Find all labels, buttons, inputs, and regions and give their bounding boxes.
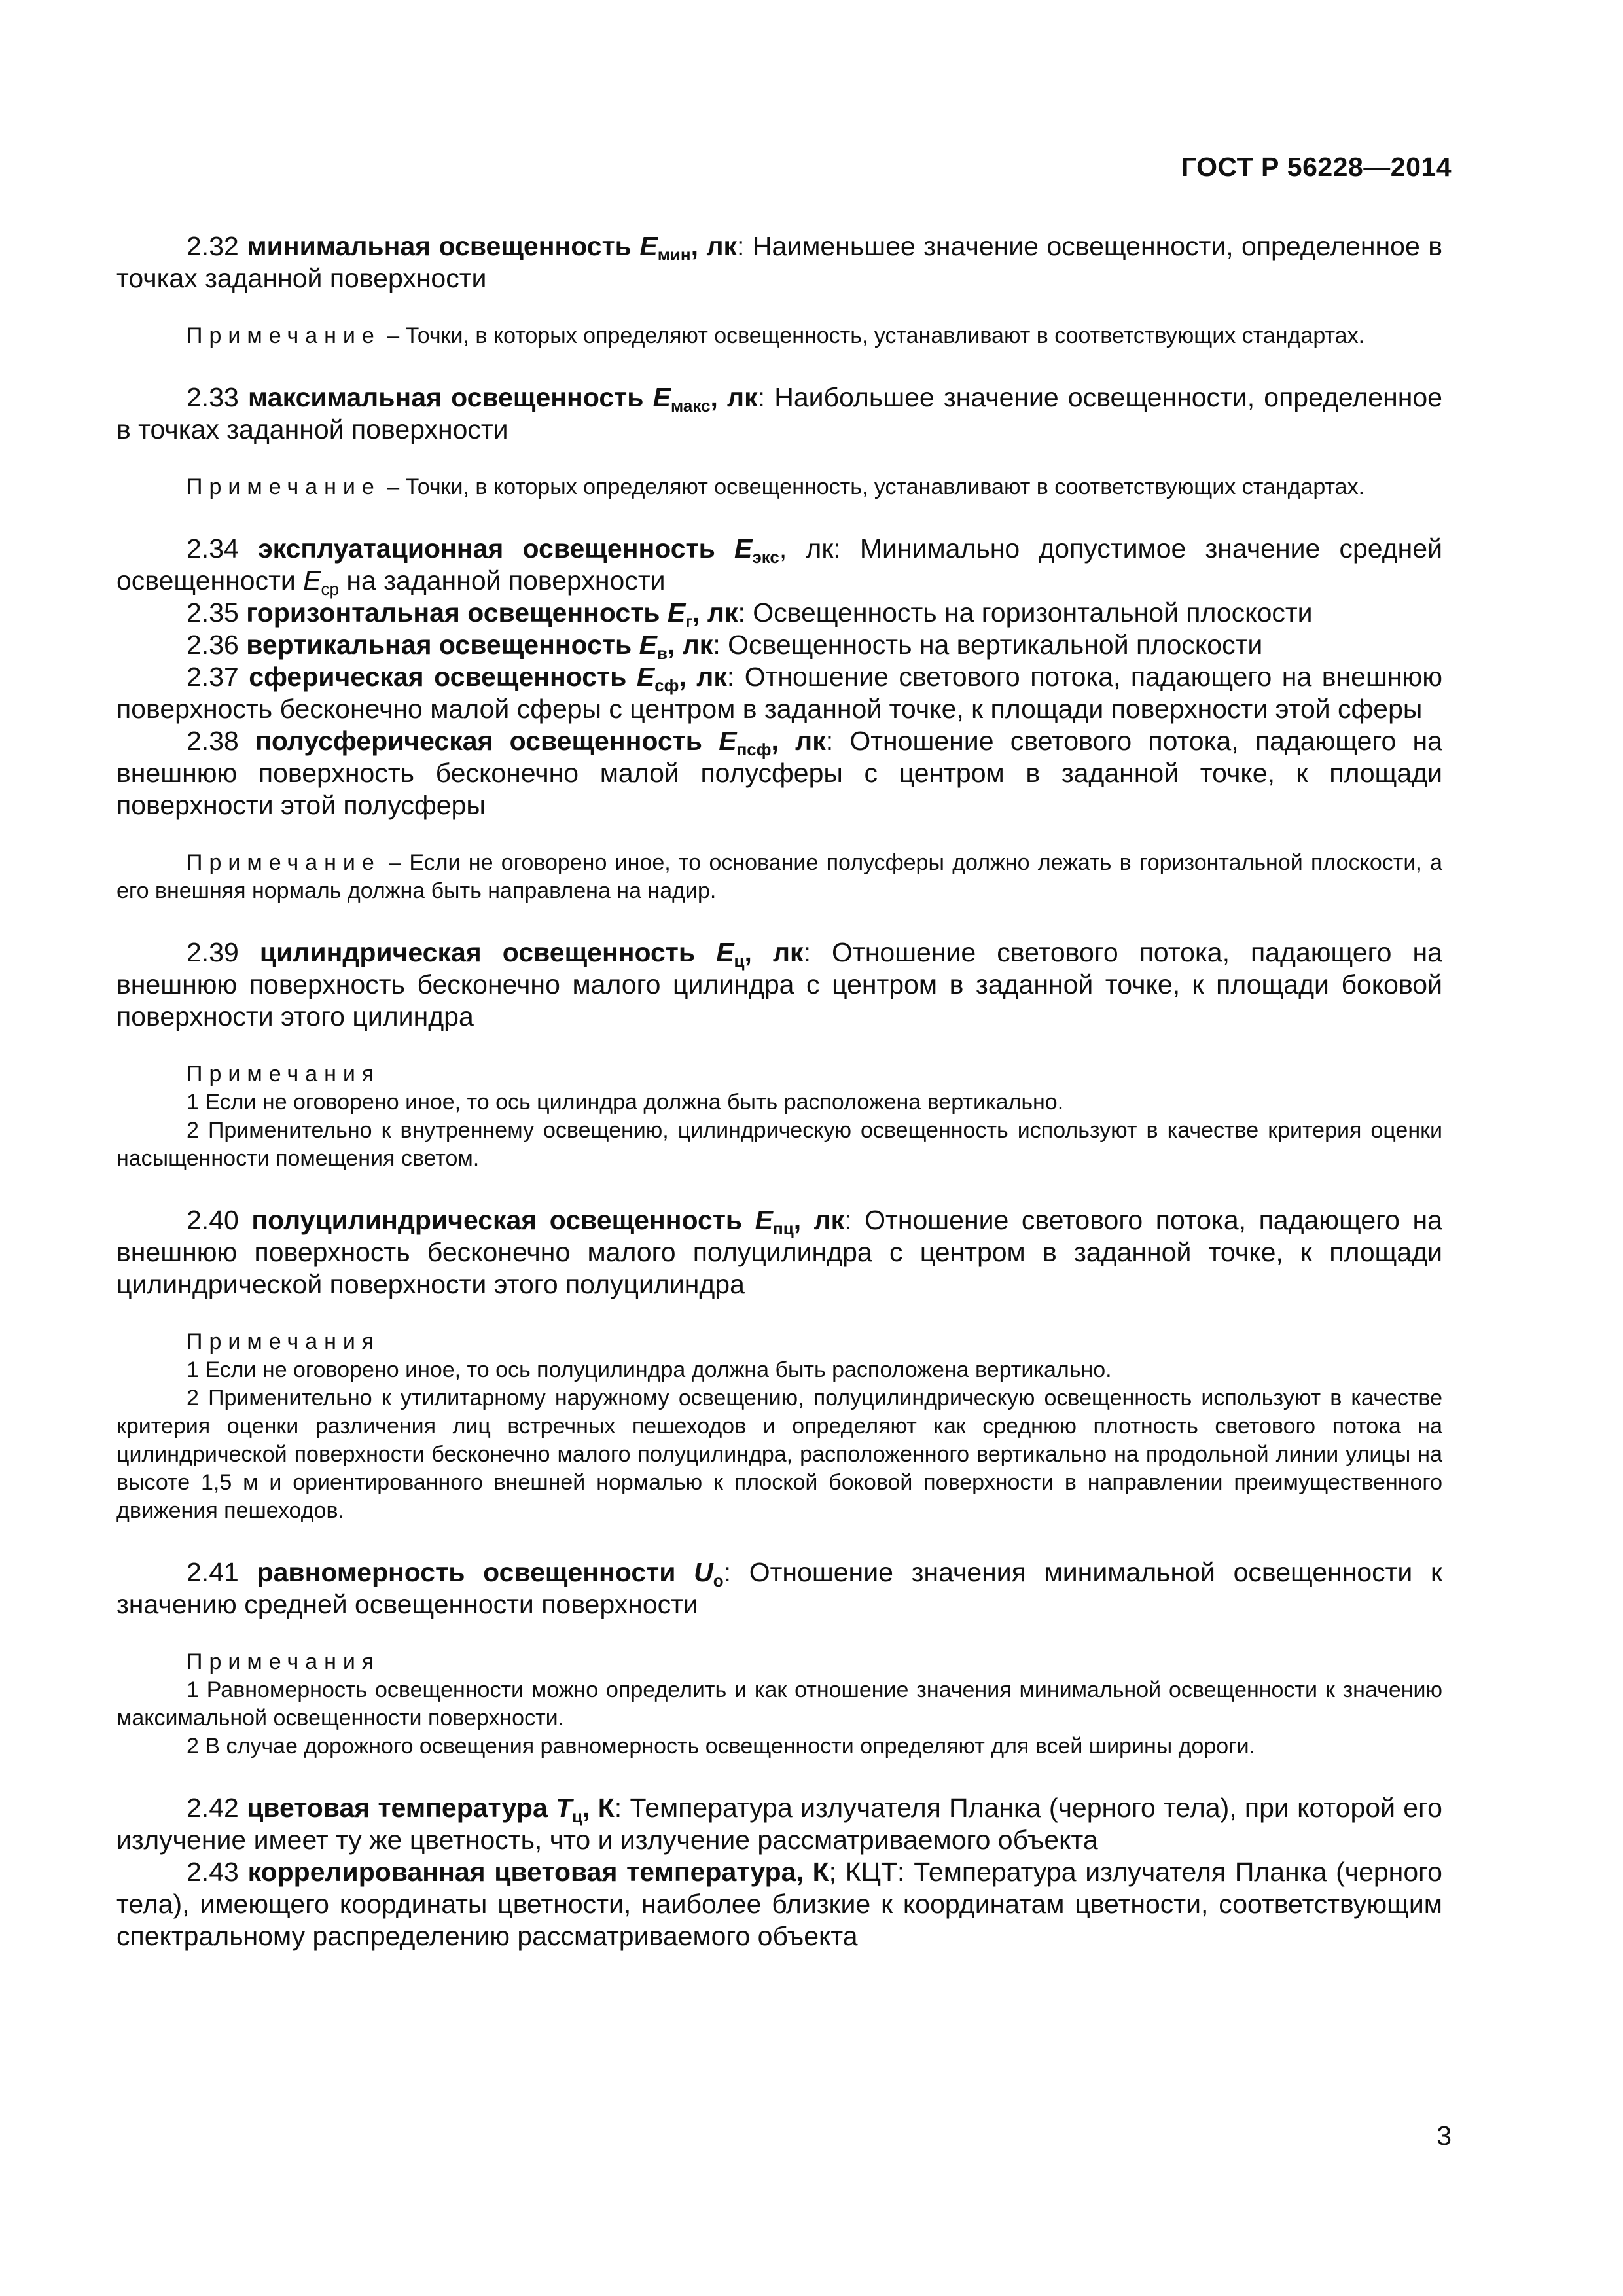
term-2-40: 2.40 полуцилиндрическая освещенность $E_{пц}$, лк: Отношение светового потока, падающего на внешнюю поверхность бесконечно малого полуцилиндра с центром в заданной точке, к площади цилиндрической поверхности этого полуцилиндра [116,1205,1442,1299]
note-2-40-2: 2 Применительно к утилитарному наружному освещению, полуцилиндрическую освещенность используют в качестве критерия оценки различения лиц встречных пешеходов и определяют как среднюю плотность светового потока на цилиндрической поверхности бесконечно малого полуцилиндра, расположенного вертикально на продольной линии улицы на высоте 1,5 м и ориентированного внешней нормалью к плоской боковой поверхности в направлении преимущественного движения пешеходов. [116,1386,1442,1523]
page-number: 3 [1436,2121,1452,2151]
note-2-33: Примечание – Точки, в которых определяют освещенность, устанавливают в соответствующих стандартах. [187,475,1365,499]
term-2-43: 2.43 коррелированная цветовая температура, К; КЦТ: Температура излучателя Планка (черного тела), имеющего координаты цветности, наиболее близкие к координатам цветности, соответствующим спектральному распределению рассматриваемого объекта [116,1857,1442,1951]
doc-code-header: ГОСТ Р 56228—2014 [1181,152,1452,182]
term-2-39: 2.39 цилиндрическая освещенность $E_ц$, лк: Отношение светового потока, падающего на внешнюю поверхность бесконечно малого цилиндра с центром в заданной точке, к площади боковой поверхности этого цилиндра [116,937,1442,1031]
note-2-39-2: 2 Применительно к внутреннему освещению, цилиндрическую освещенность используют в качестве критерия оценки насыщенности помещения светом. [116,1118,1442,1171]
term-2-36: 2.36 вертикальная освещенность $E_в$, лк: Освещенность на вертикальной плоскости [187,630,1263,663]
notes-heading-2-41: Примечания [187,1649,381,1674]
term-2-42: 2.42 цветовая температура $T_ц$, К: Температура излучателя Планка (черного тела), при которой его излучение имеет ту же цветность, что и излучение рассматриваемого объекта [116,1793,1442,1855]
term-2-35: 2.35 горизонтальная освещенность $E_г$, лк: Освещенность на горизонтальной плоскости [187,598,1313,631]
notes-heading-2-40: Примечания [187,1329,381,1354]
term-2-33: 2.33 максимальная освещенность $E_{макс}$, лк: Наибольшее значение освещенности, определенное в точках заданной поверхности [116,382,1442,444]
term-2-37: 2.37 сферическая освещенность $E_{сф}$, лк: Отношение светового потока, падающего на внешнюю поверхность бесконечно малой сферы с центром в заданной точке, к площади поверхности этой сферы [116,662,1442,724]
term-2-34: 2.34 эксплуатационная освещенность $E_{экс}$, лк: Минимально допустимое значение средней освещенности $E_{ср}$ на заданной поверхности [116,533,1442,599]
note-2-39-1: 1 Если не оговорено иное, то ось цилиндра должна быть расположена вертикально. [187,1090,1064,1115]
note-2-38: Примечание – Если не оговорено иное, то основание полусферы должно лежать в горизонтальной плоскости, а его внешняя нормаль должна быть направлена на надир. [116,850,1442,903]
term-2-38: 2.38 полусферическая освещенность $E_{псф}$, лк: Отношение светового потока, падающего на внешнюю поверхность бесконечно малой полусферы с центром в заданной точке, к площади поверхности этой полусферы [116,726,1442,820]
note-2-41-1: 1 Равномерность освещенности можно определить и как отношение значения минимальной освещенности к значению максимальной освещенности поверхности. [116,1677,1442,1731]
note-2-32: Примечание – Точки, в которых определяют освещенность, устанавливают в соответствующих стандартах. [187,323,1365,348]
notes-heading-2-39: Примечания [187,1062,381,1086]
document-body [116,230,1442,1952]
term-2-32: 2.32 минимальная освещенность $E_{мин}$, лк: Наименьшее значение освещенности, определенное в точках заданной поверхности [116,231,1442,293]
term-2-41: 2.41 равномерность освещенности $U_о$: Отношение значения минимальной освещенности к значению средней освещенности поверхности [116,1557,1442,1619]
note-2-40-1: 1 Если не оговорено иное, то ось полуцилиндра должна быть расположена вертикально. [187,1357,1112,1382]
note-2-41-2: 2 В случае дорожного освещения равномерность освещенности определяют для всей ширины дороги. [187,1734,1256,1759]
